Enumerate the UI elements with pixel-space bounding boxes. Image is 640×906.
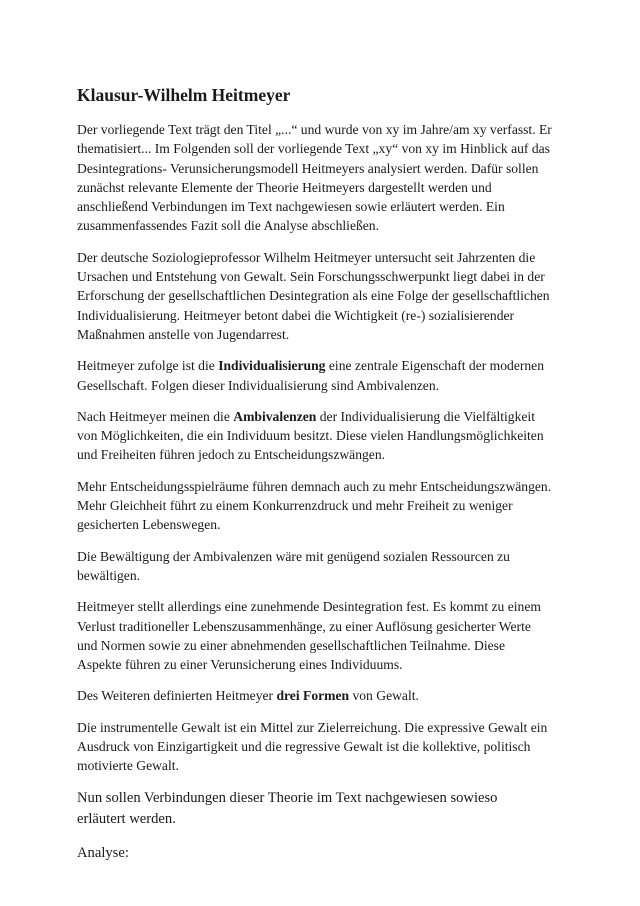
text-line: erläutert werden. — [77, 810, 176, 827]
paragraph-gewaltformen — [77, 718, 592, 776]
text-line — [77, 407, 592, 426]
text-line: Individualisierung. Heitmeyer betont dabei die Wichtigkeit (re-) sozialisierender — [77, 307, 515, 323]
paragraph-entscheidungsspielraeume — [77, 477, 592, 535]
text-line: thematisiert... Im Folgenden soll der vorliegende Text „xy“ von xy im Hinblick auf das — [77, 141, 550, 157]
text-line — [77, 356, 592, 375]
text-line: Der vorliegende Text trägt den Titel „...“ und wurde von xy im Jahre/am xy verfasst. Er — [77, 122, 552, 137]
document-title: Klausur-Wilhelm Heitmeyer — [77, 85, 291, 105]
text-line: bewältigen. — [77, 567, 141, 583]
paragraph-ambivalenzen — [77, 407, 592, 465]
paragraph-heitmeyer-bio — [77, 248, 592, 344]
text-line: Die instrumentelle Gewalt ist ein Mittel zur Zielerreichung. Die expressive Gewalt ein — [77, 719, 548, 735]
text-run: von Gewalt. — [349, 688, 419, 704]
bold-term-drei-formen: drei Formen — [276, 688, 350, 704]
text-line: zunächst relevante Elemente der Theorie Heitmeyers dargestellt werden und — [77, 179, 492, 195]
text-run: Heitmeyer zufolge ist die — [77, 358, 219, 374]
text-line: und Freiheiten führen jedoch zu Entscheidungszwängen. — [77, 447, 386, 463]
bold-term-ambivalenzen: Ambivalenzen — [233, 408, 317, 424]
text-run: der Individualisierung die Vielfältigkeit — [316, 408, 535, 424]
paragraph-desintegration — [77, 597, 592, 674]
text-line: Aspekte führen zu einer Verunsicherung eines Individuums. — [77, 657, 403, 673]
text-line: Ausdruck von Einzigartigkeit und die regressive Gewalt ist die kollektive, politisch — [77, 739, 531, 755]
text-run: Nach Heitmeyer meinen die — [77, 408, 234, 424]
text-line: Der deutsche Soziologieprofessor Wilhelm Heitmeyer untersucht seit Jahrzenten die — [77, 249, 536, 265]
paragraph-individualisierung — [77, 356, 592, 395]
text-line: Ursachen und Entstehung von Gewalt. Sein Forschungsschwerpunkt liegt dabei in der — [77, 269, 545, 285]
text-line: Mehr Gleichheit führt zu einem Konkurrenzdruck und mehr Freiheit zu weniger — [77, 498, 513, 514]
text-line: motivierte Gewalt. — [77, 758, 179, 774]
text-line: gesicherten Lebenswegen. — [77, 517, 221, 533]
text-line: Nun sollen Verbindungen dieser Theorie im Text nachgewiesen sowieso — [77, 789, 498, 806]
analyse-heading: Analyse: — [77, 844, 129, 861]
paragraph-introduction — [77, 120, 592, 236]
text-line: von Möglichkeiten, die ein Individuum besitzt. Diese vielen Handlungsmöglichkeiten — [77, 428, 544, 444]
text-line: Mehr Entscheidungsspielräume führen demnach auch zu mehr Entscheidungszwängen. — [77, 478, 552, 494]
bold-term-individualisierung: Individualisierung — [218, 358, 326, 374]
paragraph-drei-formen — [77, 686, 592, 705]
text-line: anschließend Verbindungen im Text nachgewiesen sowie erläutert werden. Ein — [77, 199, 505, 215]
text-line: Gesellschaft. Folgen dieser Individualisierung sind Ambivalenzen. — [77, 377, 440, 393]
text-line: Heitmeyer stellt allerdings eine zunehmende Desintegration fest. Es kommt zu einem — [77, 599, 541, 615]
paragraph-verbindungen — [77, 788, 592, 830]
text-line: zusammenfassendes Fazit soll die Analyse abschließen. — [77, 218, 380, 234]
text-line: Erforschung der gesellschaftlichen Desintegration als eine Folge der gesellschaftlichen — [77, 288, 550, 304]
text-line: und Normen sowie zu einer abnehmenden gesellschaftlichen Teilnahme. Diese — [77, 637, 505, 653]
text-line — [77, 686, 592, 705]
text-run: Des Weiteren definierten Heitmeyer — [77, 688, 277, 704]
text-line: Die Bewältigung der Ambivalenzen wäre mit genügend sozialen Ressourcen zu — [77, 548, 510, 564]
text-line: Desintegrations- Verunsicherungsmodell Heitmeyers analysiert werden. Dafür sollen — [77, 160, 539, 176]
text-run: eine zentrale Eigenschaft der modernen — [325, 358, 545, 374]
paragraph-bewaeltigung — [77, 547, 592, 586]
text-line: Verlust traditioneller Lebenszusammenhänge, zu einer Auflösung gesicherter Werte — [77, 618, 531, 634]
text-line: Maßnahmen anstelle von Jugendarrest. — [77, 326, 290, 342]
